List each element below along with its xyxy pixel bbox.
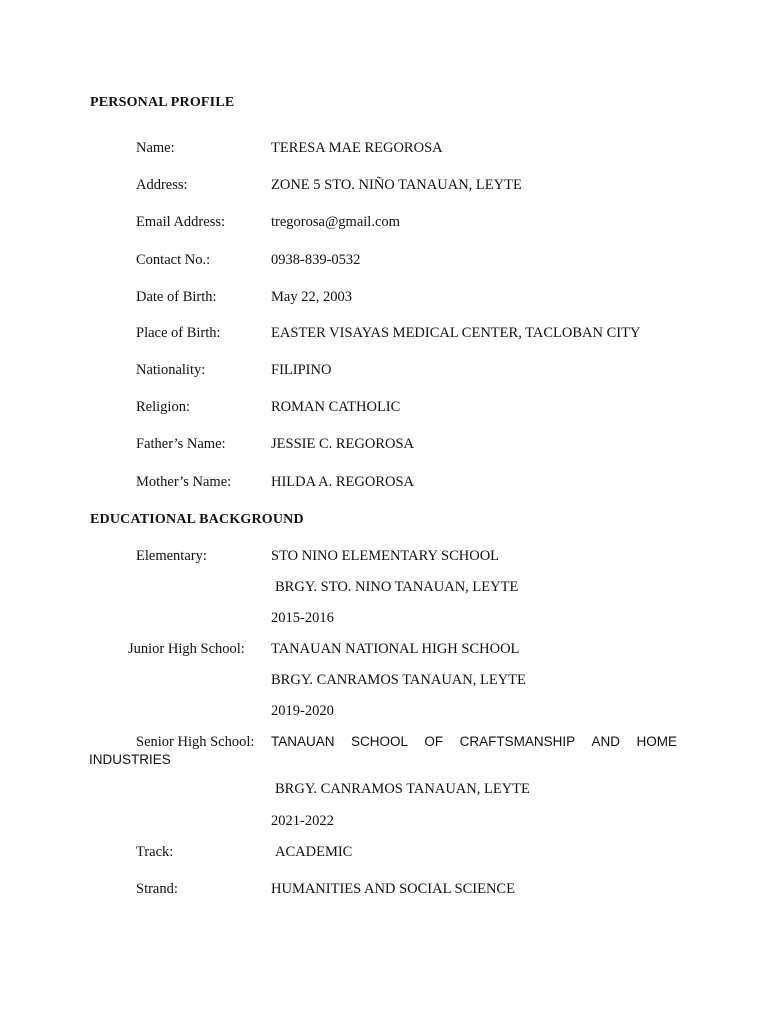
date-of-birth-label: Date of Birth: — [136, 289, 217, 305]
senior-high-address: BRGY. CANRAMOS TANAUAN, LEYTE — [275, 781, 530, 797]
junior-high-years: 2019-2020 — [271, 703, 334, 719]
junior-high-label: Junior High School: — [128, 641, 245, 657]
place-of-birth-label: Place of Birth: — [136, 325, 221, 341]
senior-high-school-word: TANAUAN — [271, 734, 335, 749]
elementary-years: 2015-2016 — [271, 610, 334, 626]
address-label: Address: — [136, 177, 188, 193]
place-of-birth-value: EASTER VISAYAS MEDICAL CENTER, TACLOBAN CITY — [271, 325, 641, 341]
junior-high-address: BRGY. CANRAMOS TANAUAN, LEYTE — [271, 672, 526, 688]
senior-high-years: 2021-2022 — [271, 813, 334, 829]
elementary-school: STO NINO ELEMENTARY SCHOOL — [271, 548, 500, 564]
senior-high-school-word: CRAFTSMANSHIP — [459, 734, 576, 749]
contact-label: Contact No.: — [136, 252, 211, 268]
religion-value: ROMAN CATHOLIC — [271, 399, 401, 415]
nationality-value: FILIPINO — [271, 362, 332, 378]
email-label: Email Address: — [136, 214, 226, 230]
senior-high-label: Senior High School: — [136, 734, 255, 750]
track-label: Track: — [136, 844, 174, 860]
track-value: ACADEMIC — [275, 844, 353, 860]
senior-high-school — [271, 733, 677, 751]
fathers-name-label: Father’s Name: — [136, 436, 226, 452]
strand-label: Strand: — [136, 881, 178, 897]
contact-value: 0938-839-0532 — [271, 252, 361, 268]
name-label: Name: — [136, 140, 175, 156]
email-value: tregorosa@gmail.com — [271, 214, 400, 230]
fathers-name-value: JESSIE C. REGOROSA — [271, 436, 415, 452]
strand-value: HUMANITIES AND SOCIAL SCIENCE — [271, 881, 515, 897]
nationality-label: Nationality: — [136, 362, 206, 378]
date-of-birth-value: May 22, 2003 — [271, 289, 352, 305]
senior-high-school-word: OF — [424, 734, 444, 749]
educational-background-heading: EDUCATIONAL BACKGROUND — [90, 512, 304, 527]
junior-high-school: TANAUAN NATIONAL HIGH SCHOOL — [271, 641, 520, 657]
mothers-name-label: Mother’s Name: — [136, 474, 232, 490]
elementary-label: Elementary: — [136, 548, 207, 564]
senior-high-school-word: SCHOOL — [350, 734, 408, 749]
mothers-name-value: HILDA A. REGOROSA — [271, 474, 414, 490]
senior-high-school-continued: INDUSTRIES — [89, 752, 171, 767]
address-value: ZONE 5 STO. NIÑO TANAUAN, LEYTE — [271, 177, 522, 193]
personal-profile-heading: PERSONAL PROFILE — [90, 95, 235, 110]
senior-high-school-word: HOME — [636, 734, 677, 749]
name-value: TERESA MAE REGOROSA — [271, 140, 443, 156]
religion-label: Religion: — [136, 399, 190, 415]
elementary-address: BRGY. STO. NINO TANAUAN, LEYTE — [275, 579, 519, 595]
senior-high-school-word: AND — [591, 734, 621, 749]
